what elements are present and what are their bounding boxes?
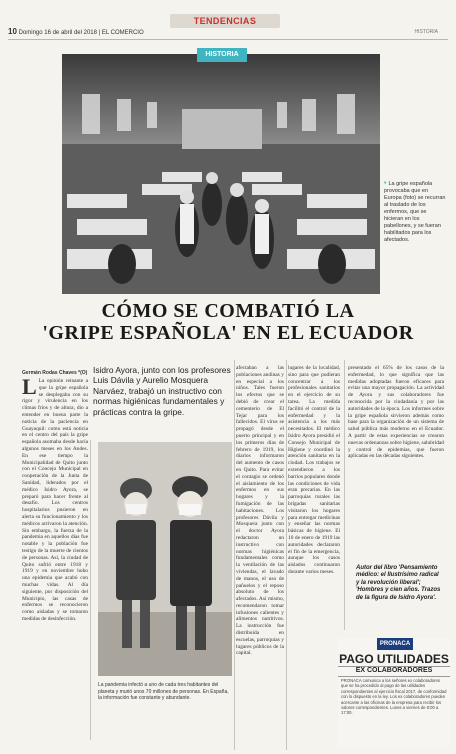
header-right-tag: HISTORIA (414, 29, 438, 35)
headline (30, 300, 426, 344)
pronaca-logo: PRONACA (377, 638, 413, 650)
photo-caption: • La gripe española provocaba que en Europa (foto) se recurran al traslado de los enfermos, que se hicieran en los pabellones, y se fueran habilitados para los afectados. (384, 180, 446, 244)
ad-title: PAGO UTILIDADES (339, 652, 449, 666)
history-tag: HISTORIA (197, 48, 247, 62)
hospital-ward-illustration (62, 54, 380, 294)
article-column-3 (236, 365, 284, 747)
column-5-text: presentado el 65% de los casos de la enfermedad, lo que significa que las medidas adoptadas fueron eficaces para evitar una mayor propagación. La actividad de Ayora y sus colaboradores fue reconocida por la ciudadanía y por las autoridades de la época. Los informes sobre la gripe española sirvieron además como base para la organización de un sistema de salud pública más moderno en el Ecuador. A partir de estas experiencias se crearon nuevas ordenanzas sobre higiene, salubridad y control de epidemias, que fueron aplicadas en las décadas siguientes. (348, 365, 444, 460)
headline-line-2: 'GRIPE ESPAÑOLA' EN EL ECUADOR (42, 322, 414, 344)
column-1-text: La opinión reinante a que la gripe española se desplegaba con su rigor y virulencia en los climas fríos y de altura, dio a entender en buena parte la noticia de la paciencia en Guayaquil: como está noticia en el centro del país la gripe española asomaba desde hacía algunos meses en los Andes. En ese tiempo la Municipalidad de Quito junto con el Concejo Municipal en cooperación de la Junta de Sanidad, liderados por el médico Isidro Ayora, se preparó para hacer frente al desafío. Los centros hospitalarios pusieron en alerta su funcionamiento y los médicos activaron la atención. Sin embargo, la fuerza de la pandemia en aquellos días fue notable y la población fue testigo de la muerte de cientos de personas. Así, la ciudad de Quito sufrió entre 1918 y 1919 y en noviembre hubo una epidemia que acabó con muchas vidas. Al día siguiente, por disposición del Municipio, las casas de enfermos se reconocieron como aisladas y se tomaron medidas de desinfección. (22, 378, 88, 622)
article-column-5 (348, 365, 444, 561)
page-number: 10 (8, 27, 17, 36)
column-divider (234, 360, 235, 750)
ad-body-text: PRONACA comunica a los señores ex colaboradores que se ha procedido al pago de las utilidades correspondientes al ejercicio fiscal 2017, de conformidad con lo dispuesto en la ley. Los ex colaboradores pueden acercarse a las oficinas de la empresa para recibir los valores correspondientes. Lunes a viernes de 8:00 a 17:00. (341, 678, 447, 716)
article-column-1 (22, 378, 88, 748)
column-divider (344, 360, 345, 630)
article-column-4 (288, 365, 340, 633)
author-note: Autor del libro 'Pensamiento médico: el Ilustrísimo radical y la revolución liberal'; 'Hombres y cien años. Trazos de la figura de Isidro Ayora'. (356, 565, 441, 601)
children-masks-photo (98, 442, 232, 676)
pronaca-advertisement (338, 638, 450, 748)
section-tab: TENDENCIAS (170, 14, 280, 28)
hospital-ward-photo (62, 54, 380, 294)
column-divider (90, 440, 91, 740)
column-3-text: afectaban a las poblaciones andinas y en especial a los niños. Tales fueron los efectos que se debió de crear el cementerio de El Tejar para los fallecidos. El virus se propagó desde el puerto principal y en los primeros días de febrero de 1919, los diarios informaron del aumento de casos en Quito. Para evitar el contagio se ordenó el aislamiento de los enfermos en sus hogares y la fumigación de las habitaciones. Los profesores Dávila y Mosquera junto con el doctor Ayora redactaron un instructivo con normas higiénicas fundamentales como la ventilación de las viviendas, el lavado de manos, el uso de pañuelos y el reposo absoluto de los afectados. Así mismo, recomendaron tomar infusiones calientes y alimentos nutritivos. La instrucción fue distribuida en escuelas, parroquias y lugares públicos de la capital. (236, 365, 284, 657)
ad-subtitle: EX COLABORADORES (355, 667, 433, 674)
date-line: Domingo 16 de abril del 2018 | EL COMERCIO (18, 30, 144, 36)
ad-rule (338, 676, 450, 677)
children-photo-caption: La pandemia infectó a uno de cada tres habitantes del planeta y murió unos 70 millones de personas. En España, la información fue constante y abundante. (98, 682, 229, 701)
children-masks-illustration (98, 442, 232, 676)
headline-line-1: CÓMO SE COMBATIÓ LA (101, 300, 355, 322)
column-4-text: lugares de la localidad, sino para que pudieran concentrar a los profesionales sanitarios en el ejercicio de su tarea. La medida facilitó el control de la enfermedad y la asistencia a los más necesitados. El médico Isidro Ayora presidió el Consejo Municipal de Higiene y coordinó la atención sanitaria en la ciudad. Los trabajos se extendieron a los barrios populares donde las condiciones de vida eran precarias. En las parroquias rurales las brigadas sanitarias visitaron los hogares para entregar medicinas y enseñar las normas básicas de higiene. El 10 de enero de 1919 las autoridades declararon el fin de la emergencia, aunque los casos aislados continuaron durante varios meses. (288, 365, 340, 575)
column-divider (286, 360, 287, 750)
article-deck: Isidro Ayora, junto con los profesores Luis Dávila y Aurelio Mosquera Narváez, trabajó un instructivo con normas higiénicas fundamentales y prácticas contra la gripe. (93, 365, 231, 417)
running-header (8, 27, 448, 40)
dropcap: L (22, 378, 37, 399)
byline: Germán Rodas Chaves *(O) (22, 370, 88, 376)
